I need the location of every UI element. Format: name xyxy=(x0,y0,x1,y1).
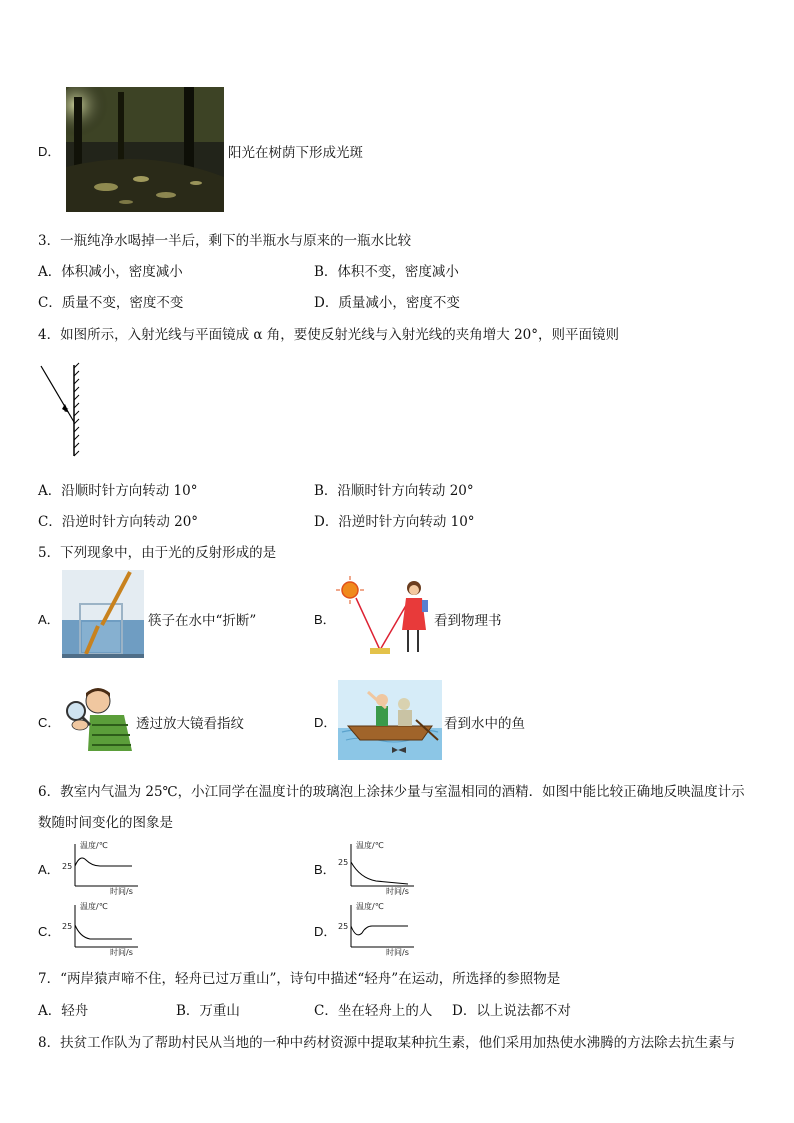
q3-stem: 3．一瓶纯净水喝掉一半后，剩下的半瓶水与原来的一瓶水比较 xyxy=(38,233,412,249)
graph-a-xlabel: 时间/s xyxy=(110,887,133,895)
q6-stem-line1: 6．教室内气温为 25℃，小江同学在温度计的玻璃泡上涂抹少量与室温相同的酒精．如图中能比较正确地反映温度计示 xyxy=(38,784,745,800)
graph-d-curve xyxy=(351,926,408,935)
q5-option-c-text: 透过放大镜看指纹 xyxy=(136,716,244,732)
q7-option-c: C．坐在轻舟上的人 xyxy=(314,1003,433,1019)
q7-option-b: B．万重山 xyxy=(176,1003,240,1019)
magnifier-boy-illustration xyxy=(62,685,134,751)
q8-stem: 8．扶贫工作队为了帮助村民从当地的一种中药材资源中提取某种抗生素，他们采用加热使水沸腾的方法除去抗生素与 xyxy=(38,1035,736,1051)
graph-d-value: 25 xyxy=(338,922,349,931)
alpha-label: α xyxy=(64,406,69,414)
q4-option-d: D．沿逆时针方向转动 10° xyxy=(314,514,475,530)
q7-option-d: D．以上说法都不对 xyxy=(452,1003,571,1019)
q4-option-b: B．沿顺时针方向转动 20° xyxy=(314,483,474,499)
graph-a-ylabel: 温度/℃ xyxy=(80,841,108,850)
q6-graph-b xyxy=(336,838,416,895)
q6-option-d-label: D． xyxy=(314,924,337,939)
graph-c-xlabel: 时间/s xyxy=(110,948,133,956)
graph-a-value: 25 xyxy=(62,862,73,871)
q5-stem: 5．下列现象中，由于光的反射形成的是 xyxy=(38,545,277,561)
graph-b-xlabel: 时间/s xyxy=(386,887,409,895)
chopsticks-in-water-photo xyxy=(62,570,144,658)
q2-option-d-text: 阳光在树荫下形成光斑 xyxy=(228,145,363,161)
q5-option-b-label: B． xyxy=(314,612,336,627)
q5-option-b-text: 看到物理书 xyxy=(434,613,502,629)
graph-d-xlabel: 时间/s xyxy=(386,948,409,956)
q4-option-a: A．沿顺时针方向转动 10° xyxy=(38,483,198,499)
q5-option-a-label: A． xyxy=(38,612,60,627)
q7-option-a: A．轻舟 xyxy=(38,1003,89,1019)
q5-option-a-text: 筷子在水中“折断” xyxy=(148,613,257,629)
q6-stem-line2: 数随时间变化的图象是 xyxy=(38,815,173,831)
q3-option-b: B．体积不变，密度减小 xyxy=(314,264,459,280)
mirror-diagram xyxy=(38,360,83,460)
q5-option-d-text: 看到水中的鱼 xyxy=(444,716,525,732)
graph-b-curve xyxy=(351,862,408,884)
sun-reflection-book-illustration xyxy=(336,572,431,660)
boat-fish-illustration xyxy=(338,680,442,760)
q2-option-d-label: D． xyxy=(38,144,61,159)
graph-c-curve xyxy=(75,925,132,939)
q5-option-c-label: C． xyxy=(38,715,61,730)
q6-option-b-label: B． xyxy=(314,862,336,877)
q3-option-d: D．质量减小，密度不变 xyxy=(314,295,460,311)
q6-graph-a xyxy=(60,838,140,895)
q7-stem: 7．“两岸猿声啼不住，轻舟已过万重山”，诗句中描述“轻舟”在运动，所选择的参照物是 xyxy=(38,971,561,987)
q6-graph-d xyxy=(336,899,416,956)
q4-option-c: C．沿逆时针方向转动 20° xyxy=(38,514,199,530)
graph-c-ylabel: 温度/℃ xyxy=(80,902,108,911)
q6-option-a-label: A． xyxy=(38,862,60,877)
graph-c-value: 25 xyxy=(62,922,73,931)
tree-shade-photo xyxy=(66,87,224,212)
q3-option-c: C．质量不变，密度不变 xyxy=(38,295,184,311)
graph-a-curve xyxy=(75,858,132,866)
q5-option-d-label: D． xyxy=(314,715,337,730)
q4-stem: 4．如图所示，入射光线与平面镜成 α 角，要使反射光线与入射光线的夹角增大 20°，则平面镜则 xyxy=(38,327,620,343)
q6-option-c-label: C． xyxy=(38,924,61,939)
graph-b-ylabel: 温度/℃ xyxy=(356,841,384,850)
graph-b-value: 25 xyxy=(338,858,349,867)
q3-option-a: A．体积减小，密度减小 xyxy=(38,264,183,280)
graph-d-ylabel: 温度/℃ xyxy=(356,902,384,911)
q6-graph-c xyxy=(60,899,140,956)
